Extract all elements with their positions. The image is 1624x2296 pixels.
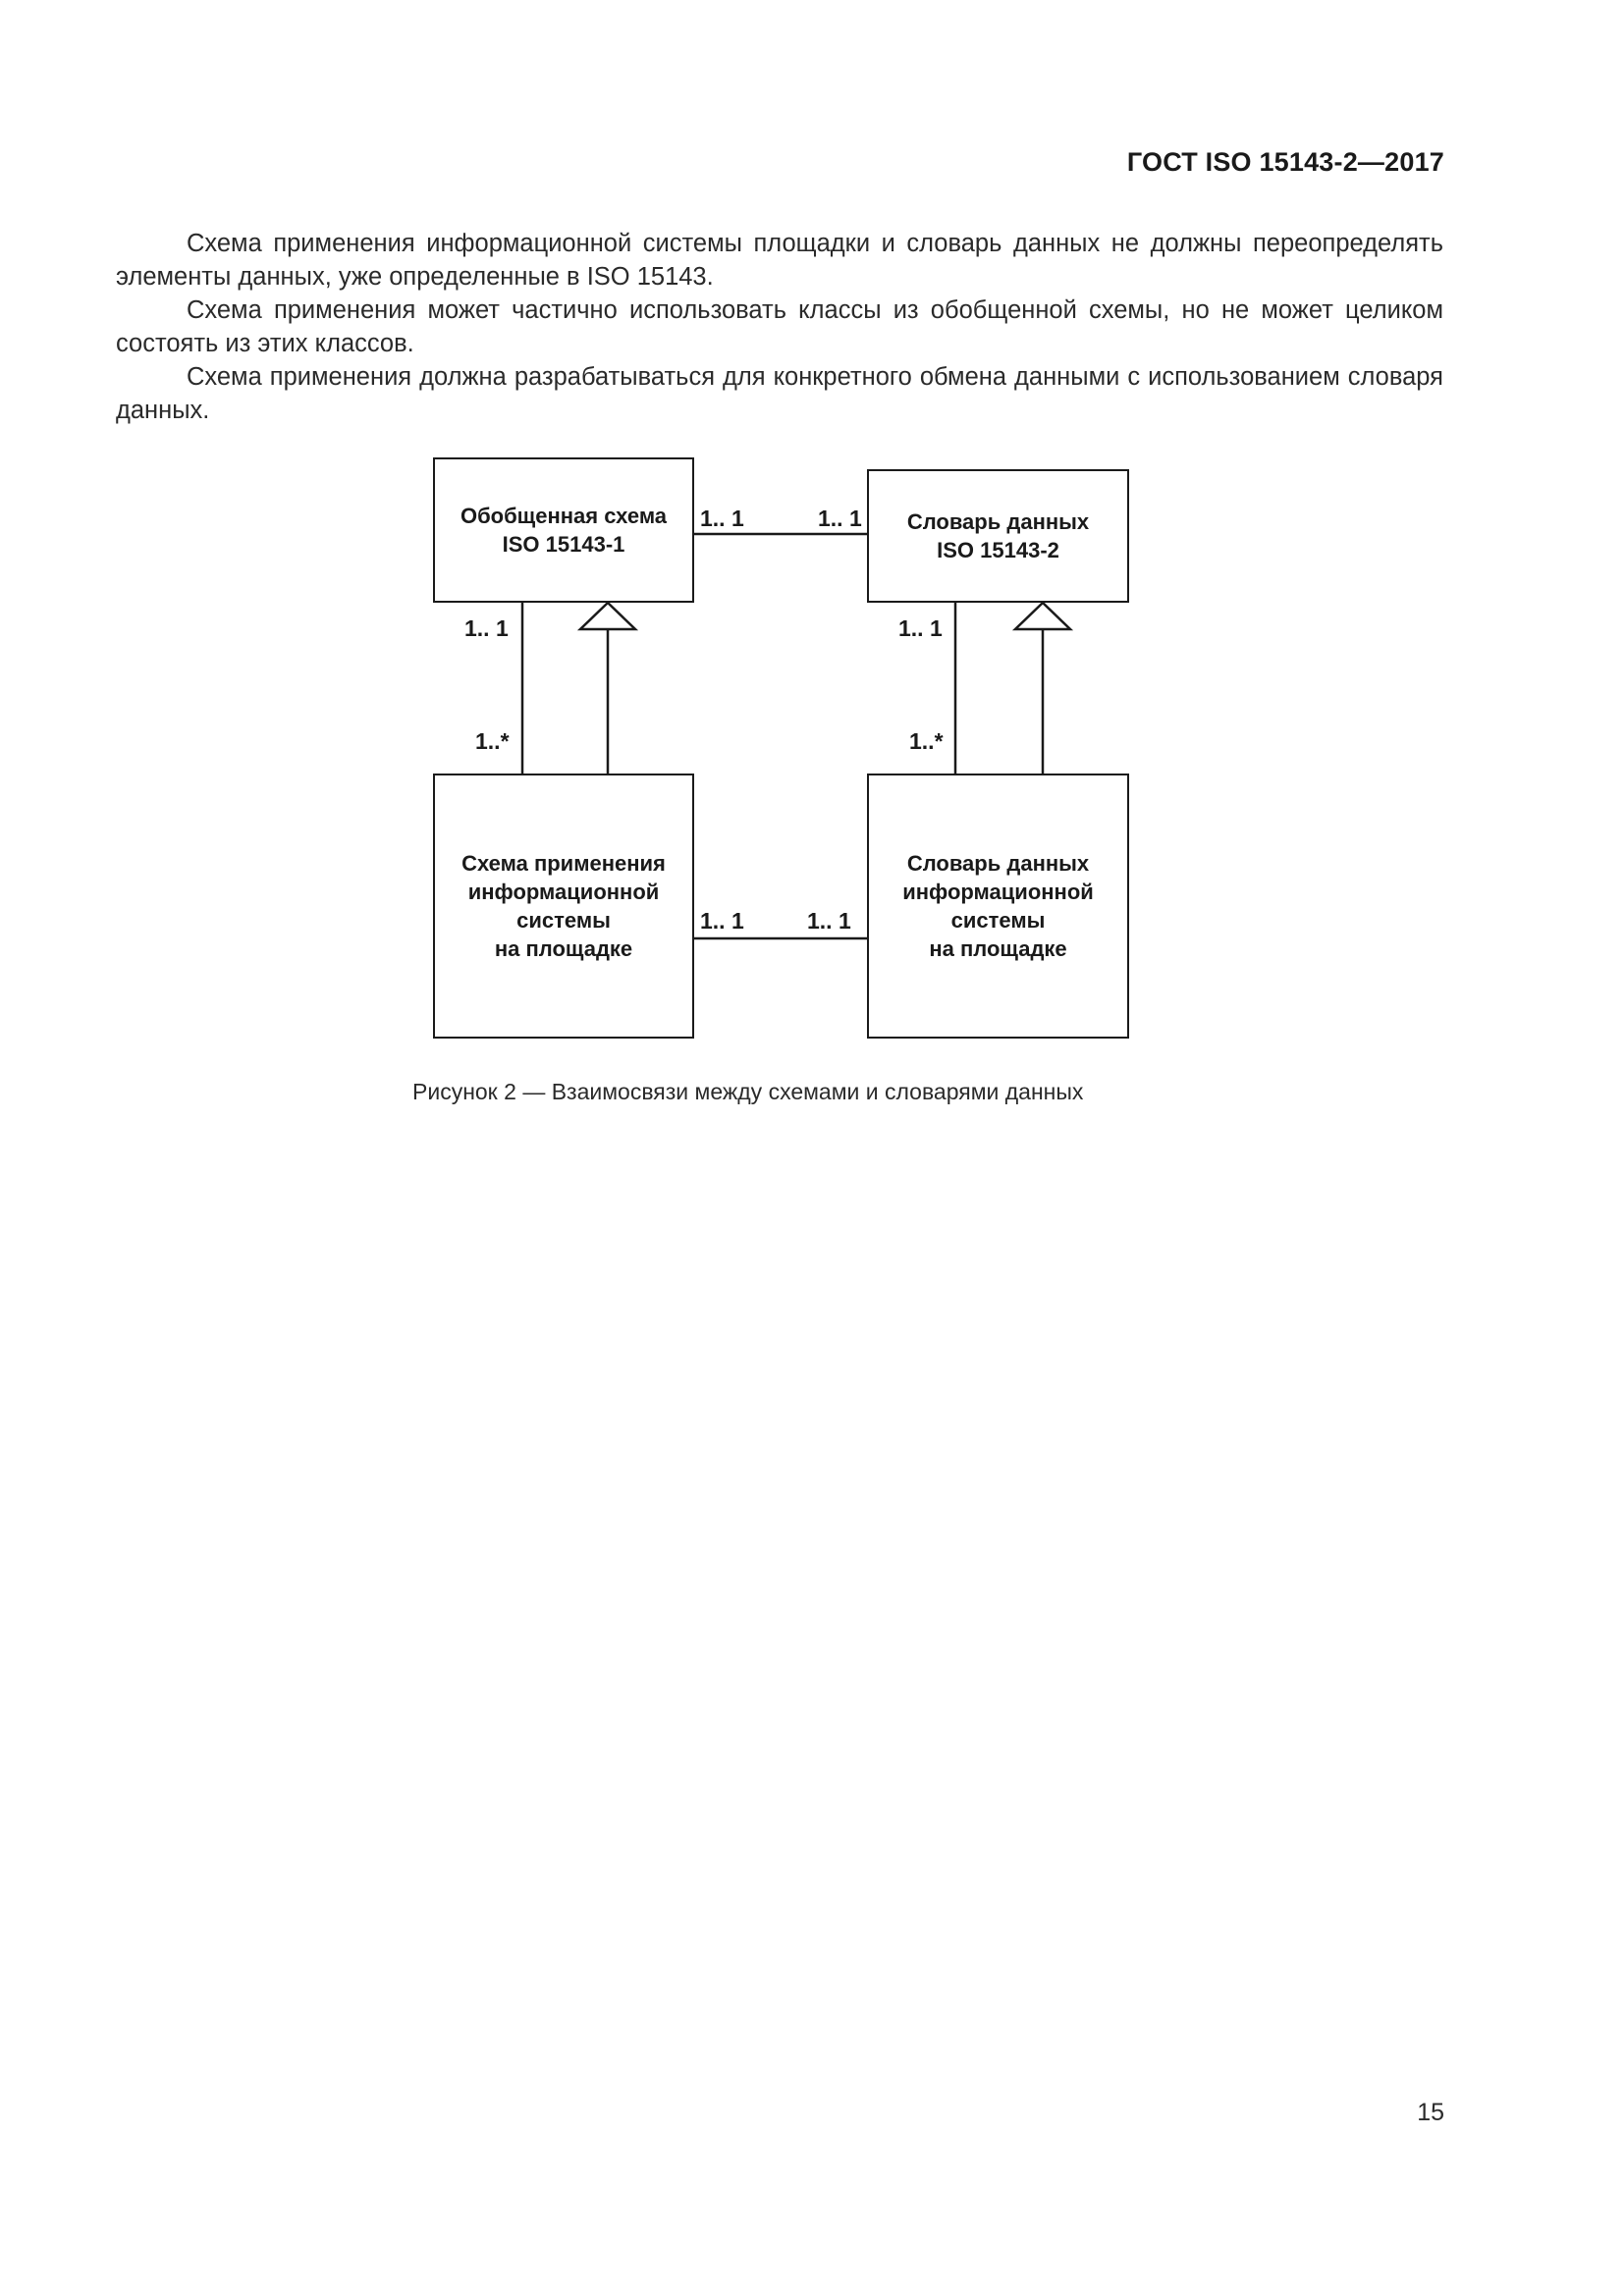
multiplicity-right-upper: 1.. 1: [898, 615, 943, 641]
site-data-dictionary-line-4: на площадке: [929, 936, 1067, 961]
page-number: 15: [1417, 2099, 1444, 2126]
data-dictionary-line-2: ISO 15143-2: [937, 538, 1059, 562]
generic-schema-line-1: Обобщенная схема: [460, 504, 668, 528]
figure-caption: Рисунок 2 — Взаимосвязи между схемами и словарями данных: [412, 1079, 1084, 1104]
generalization-right-arrow: [1015, 603, 1070, 629]
site-application-schema-line-1: Схема применения: [461, 851, 666, 876]
multiplicity-bottom-right: 1.. 1: [807, 908, 851, 934]
multiplicity-bottom-left: 1.. 1: [700, 908, 744, 934]
paragraph-1: Схема применения информационной системы площадки и словарь данных не должны переопределять элементы данных, уже определенные в ISO 15143.: [116, 230, 1443, 291]
multiplicity-top-left: 1.. 1: [700, 506, 744, 531]
multiplicity-top-right: 1.. 1: [818, 506, 862, 531]
multiplicity-right-lower: 1..*: [909, 728, 944, 754]
document-code: ГОСТ ISO 15143-2—2017: [1126, 147, 1444, 177]
site-data-dictionary-line-1: Словарь данных: [906, 851, 1090, 876]
generic-schema-box: [433, 457, 694, 603]
data-dictionary-line-1: Словарь данных: [906, 509, 1090, 534]
paragraph-2: Схема применения может частично использовать классы из обобщенной схемы, но не может целиком состоять из этих классов.: [116, 296, 1443, 357]
site-application-schema-line-2: информационной: [467, 880, 660, 904]
multiplicity-left-upper: 1.. 1: [464, 615, 509, 641]
site-data-dictionary-line-3: системы: [950, 908, 1046, 933]
paragraph-3: Схема применения должна разрабатываться для конкретного обмена данными с использованием словаря данных.: [116, 363, 1443, 424]
generic-schema-line-2: ISO 15143-1: [502, 532, 625, 557]
multiplicity-left-lower: 1..*: [475, 728, 510, 754]
site-data-dictionary-line-2: информационной: [902, 880, 1094, 904]
data-dictionary-box: [867, 469, 1129, 603]
site-data-dictionary-box: [867, 774, 1129, 1039]
site-application-schema-line-3: системы: [516, 908, 611, 933]
generalization-left-arrow: [580, 603, 635, 629]
site-application-schema-line-4: на площадке: [494, 936, 633, 961]
site-application-schema-box: [433, 774, 694, 1039]
